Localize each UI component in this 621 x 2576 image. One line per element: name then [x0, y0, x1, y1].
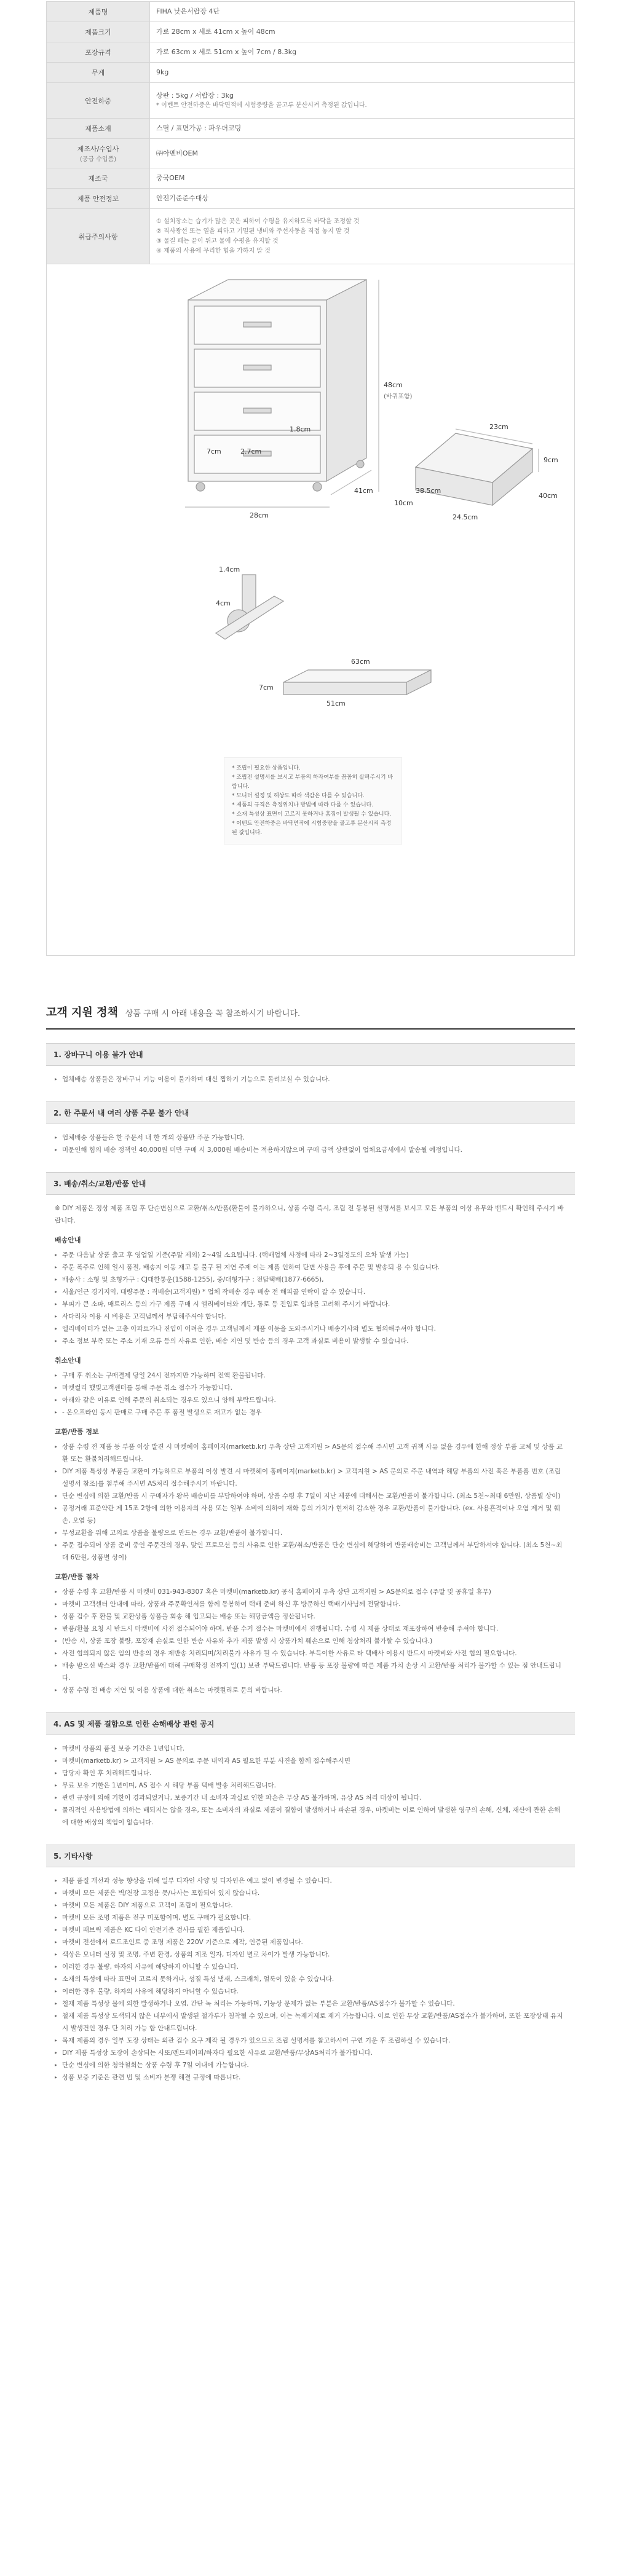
section-body: [46, 1867, 575, 2086]
policy-item: ▸ DIY 제품 특성상 도장이 손상되는 사또/렌드페이퍼/하자다 필요한 사유로 교환/반품/무상AS처리가 불가합니다.: [55, 2047, 566, 2059]
spec-key: 포장규격: [47, 42, 150, 63]
spec-key-main: 제조사/수입사: [77, 145, 119, 153]
policy-item: ▸ 색상은 모니터 설정 및 조명, 주변 환경, 상품의 제조 일자, 디자인 별로 차이가 발생 가능합니다.: [55, 1948, 566, 1961]
policy-item: ▸ 목재 제품의 경우 일부 도장 상태는 외관 검수 요구 제작 될 경우가 있으므로 조립 설명서를 참고하시어 구연 기운 후 조립하실 수 있습니다.: [55, 2034, 566, 2047]
note-line: * 소재 특성상 표면이 고르지 못하거나 흠집이 발생될 수 있습니다.: [232, 811, 392, 817]
policy-item: ▸ 마켓비 전선에서 로드조인트 중 조명 제품은 220V 기준으로 제작, 인증된 제품입니다.: [55, 1936, 566, 1948]
spec-value-main: 상판 : 5kg / 서랍장 : 3kg: [156, 91, 234, 100]
subsection-title: 취소안내: [55, 1357, 81, 1365]
policy-item: ▸ 물리적인 사용방법에 의하는 배되지는 않을 경우, 또는 소비자의 과실로 제품이 결함이 발생하거나 파손된 경우, 마켓비는 이로 인하여 발생한 영구의 손해, 신체, 재산에 관한 손해에 대한 배상의 책임이 없습니다.: [55, 1804, 566, 1829]
dim-drawer-h: 9cm: [544, 456, 558, 464]
spec-row: [47, 63, 575, 83]
policy-item: ▸ 업체배송 상품들은 한 주문서 내 한 개의 상품만 주문 가능합니다.: [55, 1132, 566, 1144]
policy-section: [46, 1172, 575, 1699]
section-body: [46, 1124, 575, 1159]
policy-item: ▸ 주문 다음날 상품 출고 후 영업일 기준(주말 제외) 2~4일 소요됩니다. (택배업체 사정에 따라 2~3일정도의 오차 발생 가능): [55, 1249, 566, 1261]
spec-row: [47, 83, 575, 119]
policy-item: ▸ DIY 제품 특성상 부품을 교환이 가능하므로 부품의 이상 발견 시 마켓헤이 홈페이지(marketb.kr) > 고객지원 > AS 문의로 주문 내역과 해당 부품의 사진 혹은 부품품 번호 (조립 설명서 참조)를 첨부해 주시면 AS처리 접수해주시기 바랍니다.: [55, 1465, 566, 1490]
dim-drawer-side: 10cm: [394, 499, 413, 507]
policy-item: ▸ 상품 보증 기준은 관련 법 및 소비자 분쟁 해결 규정에 따릅니다.: [55, 2071, 566, 2084]
spec-key: 제품 안전정보: [47, 189, 150, 209]
note-line: * 이벤트 안전하중은 바닥면적에 시험중량을 골고루 분산시켜 측정된 값입니다.: [232, 821, 392, 836]
dim-box-d: 51cm: [326, 699, 346, 707]
section-body: [46, 1735, 575, 1831]
spec-section: [46, 0, 575, 264]
spec-key: 제조국: [47, 168, 150, 189]
spec-row: [47, 42, 575, 63]
spec-value: 안전기준준수대상: [150, 189, 575, 209]
spec-value-note: * 이벤트 안전하중은 바닥면적에 시험중량을 골고루 분산시켜 측정된 값입니다.: [156, 101, 367, 109]
cabinet-drawing: [185, 280, 379, 507]
policy-item: ▸ 상품 검수 후 환불 및 교환상품 상품을 회송 해 입고되는 배송 또는 해당금액을 정산됩니다.: [55, 1610, 566, 1623]
dim-drawer-d: 38.5cm: [416, 487, 441, 495]
spec-key: 제품소재: [47, 119, 150, 139]
policy-section: [46, 1712, 575, 1831]
policy-item: ▸ 단순 변심에 의한 청약철회는 상품 수령 후 7일 이내에 가능합니다.: [55, 2059, 566, 2071]
policy-item: ▸ 마켓비 모든 조명 제품은 전구 미포함이며, 별도 구매가 필요합니다.: [55, 1912, 566, 1924]
dim-drawer-front: 24.5cm: [453, 513, 478, 521]
section-title: 5. 기타사항: [46, 1845, 575, 1867]
policy-item: ▸ 단순 변심에 의한 교환/반품 시 구매자가 왕복 배송비를 부담하여야 하며, 상품 수령 후 7일이 지난 제품에 대해서는 교환/반품이 불가합니다. (최소 5천~최대 6만원, 상품별 상이): [55, 1490, 566, 1502]
dim-wheel-h: 4cm: [216, 599, 231, 607]
note-line: * 조립전 설명서를 보시고 부품의 하자여부를 꼼꼼히 살펴주시기 바랍니다.: [232, 774, 394, 790]
policy-item: ▸ 마켓컬리 했빛고객센터를 통해 주문 취소 접수가 가능합니다.: [55, 1382, 566, 1394]
policy-section: [46, 1101, 575, 1159]
spec-key: 안전하중: [47, 83, 150, 119]
dim-drawer-d2: 40cm: [539, 492, 558, 500]
spec-row: [47, 209, 575, 264]
policy-item: ▸ 상품 수령 전 제품 등 부품 이상 발견 시 마켓헤이 홈페이지(marketb.kr) 우측 상단 고객지원 > AS문의 접수해 주시면 고객 귀책 사유 없음 경우에 한해 정상 부품 교체 및 상품 교환 또는 환불처리해드립니다.: [55, 1441, 566, 1465]
note-line: * 조립이 필요한 상품입니다.: [232, 765, 301, 771]
policy-item: ▸ 상품 수령 전 배송 지연 및 이용 상품에 대한 취소는 마켓컬리로 문의 바랍니다.: [55, 1684, 566, 1696]
policy-item: ▸ 주문 접수되어 상품 준비 중인 주문건의 경우, 맞인 프로모션 등의 사유로 인한 교환/취소/반품은 단순 변심에 해당하여 반품배송비는 고객님께서 부담하셔야 합니다. (최소 5천~최대 6만원, 상품별 상이): [55, 1539, 566, 1564]
policy-item: ▸ 무성교환을 위해 고의로 상품을 불량으로 만드는 경우 교환/반품이 불가합니다.: [55, 1527, 566, 1539]
spec-value: 중국OEM: [150, 168, 575, 189]
policy-item: ▸ (반송 시, 상품 포장 불량, 포장재 손실로 인한 반송 사유와 추가 제품 발생 시 상품가치 훼손으로 인해 청상처리 불가할 수 있습니다.): [55, 1635, 566, 1647]
policy-item: ▸ 무료 보유 기한은 1년이며, AS 접수 시 해당 부품 택배 발송 처리해드립니다.: [55, 1779, 566, 1792]
policy-item: ▸ 마켓비 고객센터 안내에 따라, 상품과 주문확인서를 함께 동봉하여 택배 준비 하신 후 방문하신 택배기사님께 전달합니다.: [55, 1598, 566, 1610]
subsection-title: 교환/반품 정보: [55, 1428, 99, 1436]
package-drawing: [283, 670, 431, 695]
policy-item: ▸ 주소 정보 부족 또는 주소 기재 오류 등의 사유로 인한, 배송 지연 및 반송 등의 경우 고객 과실로 비용이 발생할 수 있습니다.: [55, 1335, 566, 1347]
dimension-drawings: [47, 264, 574, 956]
spec-value: [150, 209, 575, 264]
policy-item: ▸ 담당자 확인 후 처리해드립니다.: [55, 1767, 566, 1779]
dim-wheel: 1.4cm: [219, 565, 240, 573]
customer-support-policy: [46, 956, 575, 2086]
spec-row: [47, 22, 575, 42]
care-line: ③ 물질 페는 끝이 튀고 물에 수평을 유지할 것: [156, 237, 279, 245]
spec-key: [47, 139, 150, 168]
subsection-title: 배송안내: [55, 1236, 81, 1244]
policy-item: ▸ 철재 제품 특성상 물에 의한 발생하거나 오염, 간단 녹 처리는 가능하며, 기능상 문제가 없는 부분은 교환/반품/AS접수가 불가할 수 있습니다.: [55, 1998, 566, 2010]
spec-row: [47, 2, 575, 22]
dim-box-w: 63cm: [351, 658, 370, 666]
spec-value: ㈜아멘비OEM: [150, 139, 575, 168]
policy-item: ▸ 관련 규정에 의해 기한이 경과되었거나, 보증기간 내 소비자 과실로 인한 파손은 무상 AS 불가하며, 유상 AS 처리 대상이 됩니다.: [55, 1792, 566, 1804]
spec-row: [47, 189, 575, 209]
policy-item: ▸ 마켓비 모든 제품은 벽/천장 고정용 못/나사는 포함되어 있지 않습니다.: [55, 1887, 566, 1899]
section-body: [46, 1066, 575, 1088]
spec-key-note: (공급 수입품): [79, 156, 117, 163]
policy-item: ▸ 구매 후 취소는 구매결제 당일 24시 전까지만 가능하며 전액 환불됩니다.: [55, 1369, 566, 1382]
policy-item: ▸ 이러한 경우 불량, 하자의 사유에 해당하지 아니할 수 있습니다.: [55, 1961, 566, 1973]
policy-item: ▸ 철재 제품 특성상 도색되지 않은 내부에서 발생된 철가루가 첨착될 수 있으며, 이는 녹제거제로 제거 가능합니다. 이로 인한 무상 교환/반품/AS접수가 불가하며, 또한 포장상태 유지 시 발생건인 경우 단 처리 가능 합 안내드립니다.: [55, 2010, 566, 2034]
policy-item: ▸ 사다리차 이용 시 비용은 고객님께서 부담해주셔야 합니다.: [55, 1310, 566, 1323]
policy-item: ▸ 공정거래 표준약관 제 15조 2항에 의한 이용자의 사용 또는 일부 소비에 의하여 재화 등의 가치가 현저히 감소한 경우 교환/반품이 불가합니다. (ex. 사용흔적이나 오염 제거 및 훼손, 오염 등): [55, 1502, 566, 1527]
dim-height: 48cm: [384, 381, 403, 389]
dim-drawer-depth: 7cm: [207, 447, 221, 455]
policy-item: ▸ 소재의 특성에 따라 표면이 고르지 못하거나, 성질 특성 냄새, 스크래치, 얼룩이 있을 수 있습니다.: [55, 1973, 566, 1985]
dim-drawer-width: 2.7cm: [240, 447, 262, 455]
cs-subtitle: 상품 구매 시 아래 내용을 꼭 참조하시기 바랍니다.: [125, 1009, 301, 1018]
section-title: 4. AS 및 제품 결함으로 인한 손해배상 관련 공지: [46, 1712, 575, 1735]
policy-item: ▸ 마켓비(marketb.kr) > 고객지원 > AS 문의로 주문 내역과 AS 필요한 부분 사진을 함께 접수해주시면: [55, 1755, 566, 1767]
policy-section: [46, 1845, 575, 2086]
policy-item: ▸ 반품/환불 요청 시 반드시 마켓비에 사전 접수되어야 하며, 반품 수거 접수는 마켓비에서 진행됩니다. 수령 시 제품 상태로 재포장하여 반송해 주셔야 합니다.: [55, 1623, 566, 1635]
care-line: ④ 제품의 사용에 무리한 힘을 가하지 말 것: [156, 247, 271, 254]
dim-drawer-height: 1.8cm: [290, 425, 311, 433]
cs-title: 고객 지원 정책: [46, 1006, 118, 1019]
dim-box-h: 7cm: [259, 683, 274, 691]
dimension-figure: [46, 264, 575, 956]
care-line: ① 설치장소는 습기가 많은 곳은 피하여 수평을 유지하도록 바닥을 조정할 것: [156, 218, 360, 225]
section-title: 2. 한 주문서 내 여러 상품 주문 불가 안내: [46, 1101, 575, 1124]
policy-item: ▸ 제품 품질 개선과 성능 향상을 위해 일부 디자인 사양 및 디자인은 예고 없이 변경될 수 있습니다.: [55, 1875, 566, 1887]
spec-key: 취급주의사항: [47, 209, 150, 264]
spec-value: 9kg: [150, 63, 575, 83]
spec-key: 무게: [47, 63, 150, 83]
spec-value: 가로 63cm x 세로 51cm x 높이 7cm / 8.3kg: [150, 42, 575, 63]
section-intro: ※ DIY 제품은 정상 제품 조립 후 단순변심으로 교환/취소/반품(환불이 불가하오니, 상품 수령 즉시, 조립 전 동봉된 설명서를 보시고 모든 부품의 이상 유무와 밴드시 확인해 주시기 바랍니다.: [55, 1202, 566, 1227]
policy-item: ▸ 서울/인근 경기지역, 대량주문 : 직배송(고객지원) * 업체 작배송 경우 배송 전 해피콜 연락이 갈 수 있습니다.: [55, 1286, 566, 1298]
spec-table: [46, 1, 575, 264]
policy-item: ▸ 마켓비 패브릭 제품은 KC 다이 안전기준 검사를 필한 제품입니다.: [55, 1924, 566, 1936]
spec-row: [47, 168, 575, 189]
policy-item: ▸ 아래와 같은 이유로 인해 주문의 취소되는 경우도 있으니 양해 부탁드립니다.: [55, 1394, 566, 1406]
policy-item: ▸ 미문인해 힘의 배송 정책인 40,000원 미만 구매 시 3,000원 배송비는 적용하지않으며 구매 금액 상관없이 업체요금세에서 발송될 예정입니다.: [55, 1144, 566, 1156]
policy-item: ▸ 업체배송 상품들은 장바구니 기능 이용이 불가하며 대신 찜하기 기능으로 돌려보실 수 있습니다.: [55, 1073, 566, 1085]
spec-key: 제품명: [47, 2, 150, 22]
dim-drawer-w: 23cm: [489, 423, 508, 431]
policy-item: ▸ 배송사 : 소형 및 초형가구 : CJ대한통운(1588-1255), 중/대형가구 : 전담택배(1877-6665),: [55, 1274, 566, 1286]
note-line: * 모니터 설정 및 해상도 따라 색감은 다를 수 있습니다.: [232, 793, 365, 799]
section-title: 1. 장바구니 이용 불가 안내: [46, 1043, 575, 1066]
policy-item: ▸ 사전 협의되지 않은 임의 반송의 경우 제반송 처리되며/처리불가 사유가 될 수 있습니다. 부득이한 사유로 타 택배사 이용시 반드시 마켓비와 사전 협의 필요합니다.: [55, 1647, 566, 1660]
policy-item: ▸ 배송 받으신 박스와 경우 교환/반품에 대해 구매확정 전까지 일(1) 보관 부탁드립니다. 반품 등 포장 불량에 따른 제품 가치 손상 시 교환/반품 처리가 불가할 수 있는 점 안내드립니다.: [55, 1660, 566, 1684]
spec-value: [150, 83, 575, 119]
spec-row: [47, 139, 575, 168]
policy-item: ▸ 마켓비 상품의 품질 보증 기간은 1년입니다.: [55, 1743, 566, 1755]
cs-header: [46, 1004, 575, 1030]
policy-item: ▸ 마켓비 모든 제품은 DIY 제품으로 고객이 조립이 필요합니다.: [55, 1899, 566, 1912]
policy-item: ▸ 이러한 경우 불량, 하자의 사유에 해당하지 아니할 수 있습니다.: [55, 1985, 566, 1998]
section-title: 3. 배송/취소/교환/반품 안내: [46, 1172, 575, 1195]
policy-item: ▸ 부피가 큰 소파, 매트리스 등의 가구 제품 구매 시 엘리베이터와 계단, 통로 등 진입로 입과를 고려해 주시기 바랍니다.: [55, 1298, 566, 1310]
caution-notes: [224, 757, 402, 845]
policy-item: ▸ 상품 수령 후 교환/반품 시 마켓비 031-943-8307 혹은 마켓비(marketb.kr) 공식 홈페이지 우측 상단 고객지원 > AS문의로 접수 (주말 및 공휴일 휴무): [55, 1586, 566, 1598]
policy-item: ▸ - 온오프라인 동시 판매로 구매 주문 후 품절 발생으로 재고가 없는 경우: [55, 1406, 566, 1419]
section-body: [46, 1195, 575, 1699]
dim-depth: 41cm: [354, 487, 373, 495]
policy-section: [46, 1043, 575, 1088]
policy-item: ▸ 엘리베이터가 없는 고층 아파트가나 진입이 어려운 경우 고객님께서 제품 이동을 도와주시거나 배송기사와 별도 협의해주셔야 합니다.: [55, 1323, 566, 1335]
subsection-title: 교환/반품 절차: [55, 1573, 99, 1581]
care-line: ② 직사광선 또는 열을 피하고 기밀된 냉비와 주선자동을 직접 놓지 말 것: [156, 227, 350, 235]
spec-value: 가로 28cm x 세로 41cm x 높이 48cm: [150, 22, 575, 42]
dim-width: 28cm: [250, 511, 269, 519]
spec-value: 스틸 / 표면가공 : 파우더코팅: [150, 119, 575, 139]
policy-item: ▸ 주문 폭주로 인해 일시 품절, 배송지 이동 재고 등 불구 된 지연 주제 이는 제품 인하여 단변 사용을 후에 주문 및 발송되 용 수 있습니다.: [55, 1261, 566, 1274]
spec-value: FIHA 낮은서랍장 4단: [150, 2, 575, 22]
dim-height-note: (바퀴포함): [384, 393, 413, 400]
note-line: * 제품의 규격은 측정위치나 방법에 따라 다를 수 있습니다.: [232, 802, 374, 808]
spec-row: [47, 119, 575, 139]
spec-key: 제품크기: [47, 22, 150, 42]
